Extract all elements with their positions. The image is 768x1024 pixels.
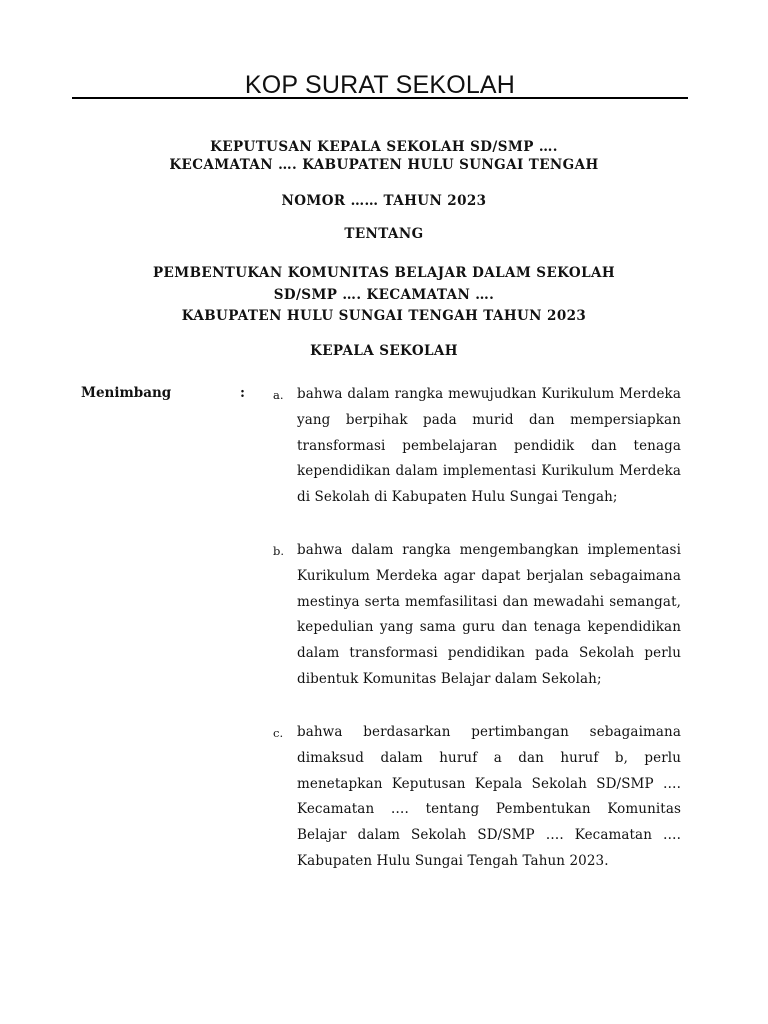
subject-line-3: KABUPATEN HULU SUNGAI TENGAH TAHUN 2023 <box>181 308 587 324</box>
tentang-heading: TENTANG <box>344 226 424 242</box>
item-text: bahwa berdasarkan pertimbangan sebagaimana dimaksud dalam huruf a dan huruf b, perlu menetapkan Keputusan Kepala Sekolah SD/SMP …. Kecamatan …. tentang Pembentukan Komunitas Belajar dalam Sekolah SD/SMP …. Kecamatan …. Kabupaten Hulu Sungai Tengah Tahun 2023. <box>297 724 681 869</box>
decree-number: NOMOR …… TAHUN 2023 <box>281 193 487 209</box>
letterhead-title: KOP SURAT SEKOLAH <box>244 71 516 99</box>
subject-line-1: PEMBENTUKAN KOMUNITAS BELAJAR DALAM SEKOLAH <box>152 265 615 281</box>
subject-line-2: SD/SMP …. KECAMATAN …. <box>273 287 495 303</box>
item-text: bahwa dalam rangka mewujudkan Kurikulum Merdeka yang berpihak pada murid dan mempersiapkan transformasi pembelajaran pendidik dan tenaga kependidikan dalam implementasi Kurikulum Merdeka di Sekolah di Kabupaten Hulu Sungai Tengah; <box>297 386 681 506</box>
item-letter: a. <box>273 388 284 402</box>
official-title: KEPALA SEKOLAH <box>310 343 458 359</box>
decree-title-line-1: KEPUTUSAN KEPALA SEKOLAH SD/SMP …. <box>210 139 558 155</box>
item-letter: c. <box>273 726 284 740</box>
decree-title-line-2: KECAMATAN …. KABUPATEN HULU SUNGAI TENGAH <box>169 157 599 173</box>
menimbang-label: Menimbang <box>81 385 172 401</box>
item-text: bahwa dalam rangka mengembangkan implementasi Kurikulum Merdeka agar dapat berjalan sebagaimana mestinya serta memfasilitasi dan mewadahi semangat, kepedulian yang sama guru dan tenaga kependidikan dalam transformasi pendidikan pada Sekolah perlu dibentuk Komunitas Belajar dalam Sekolah; <box>297 542 681 687</box>
item-letter: b. <box>273 544 285 558</box>
menimbang-colon: : <box>240 385 245 401</box>
letterhead-rule <box>72 97 688 99</box>
